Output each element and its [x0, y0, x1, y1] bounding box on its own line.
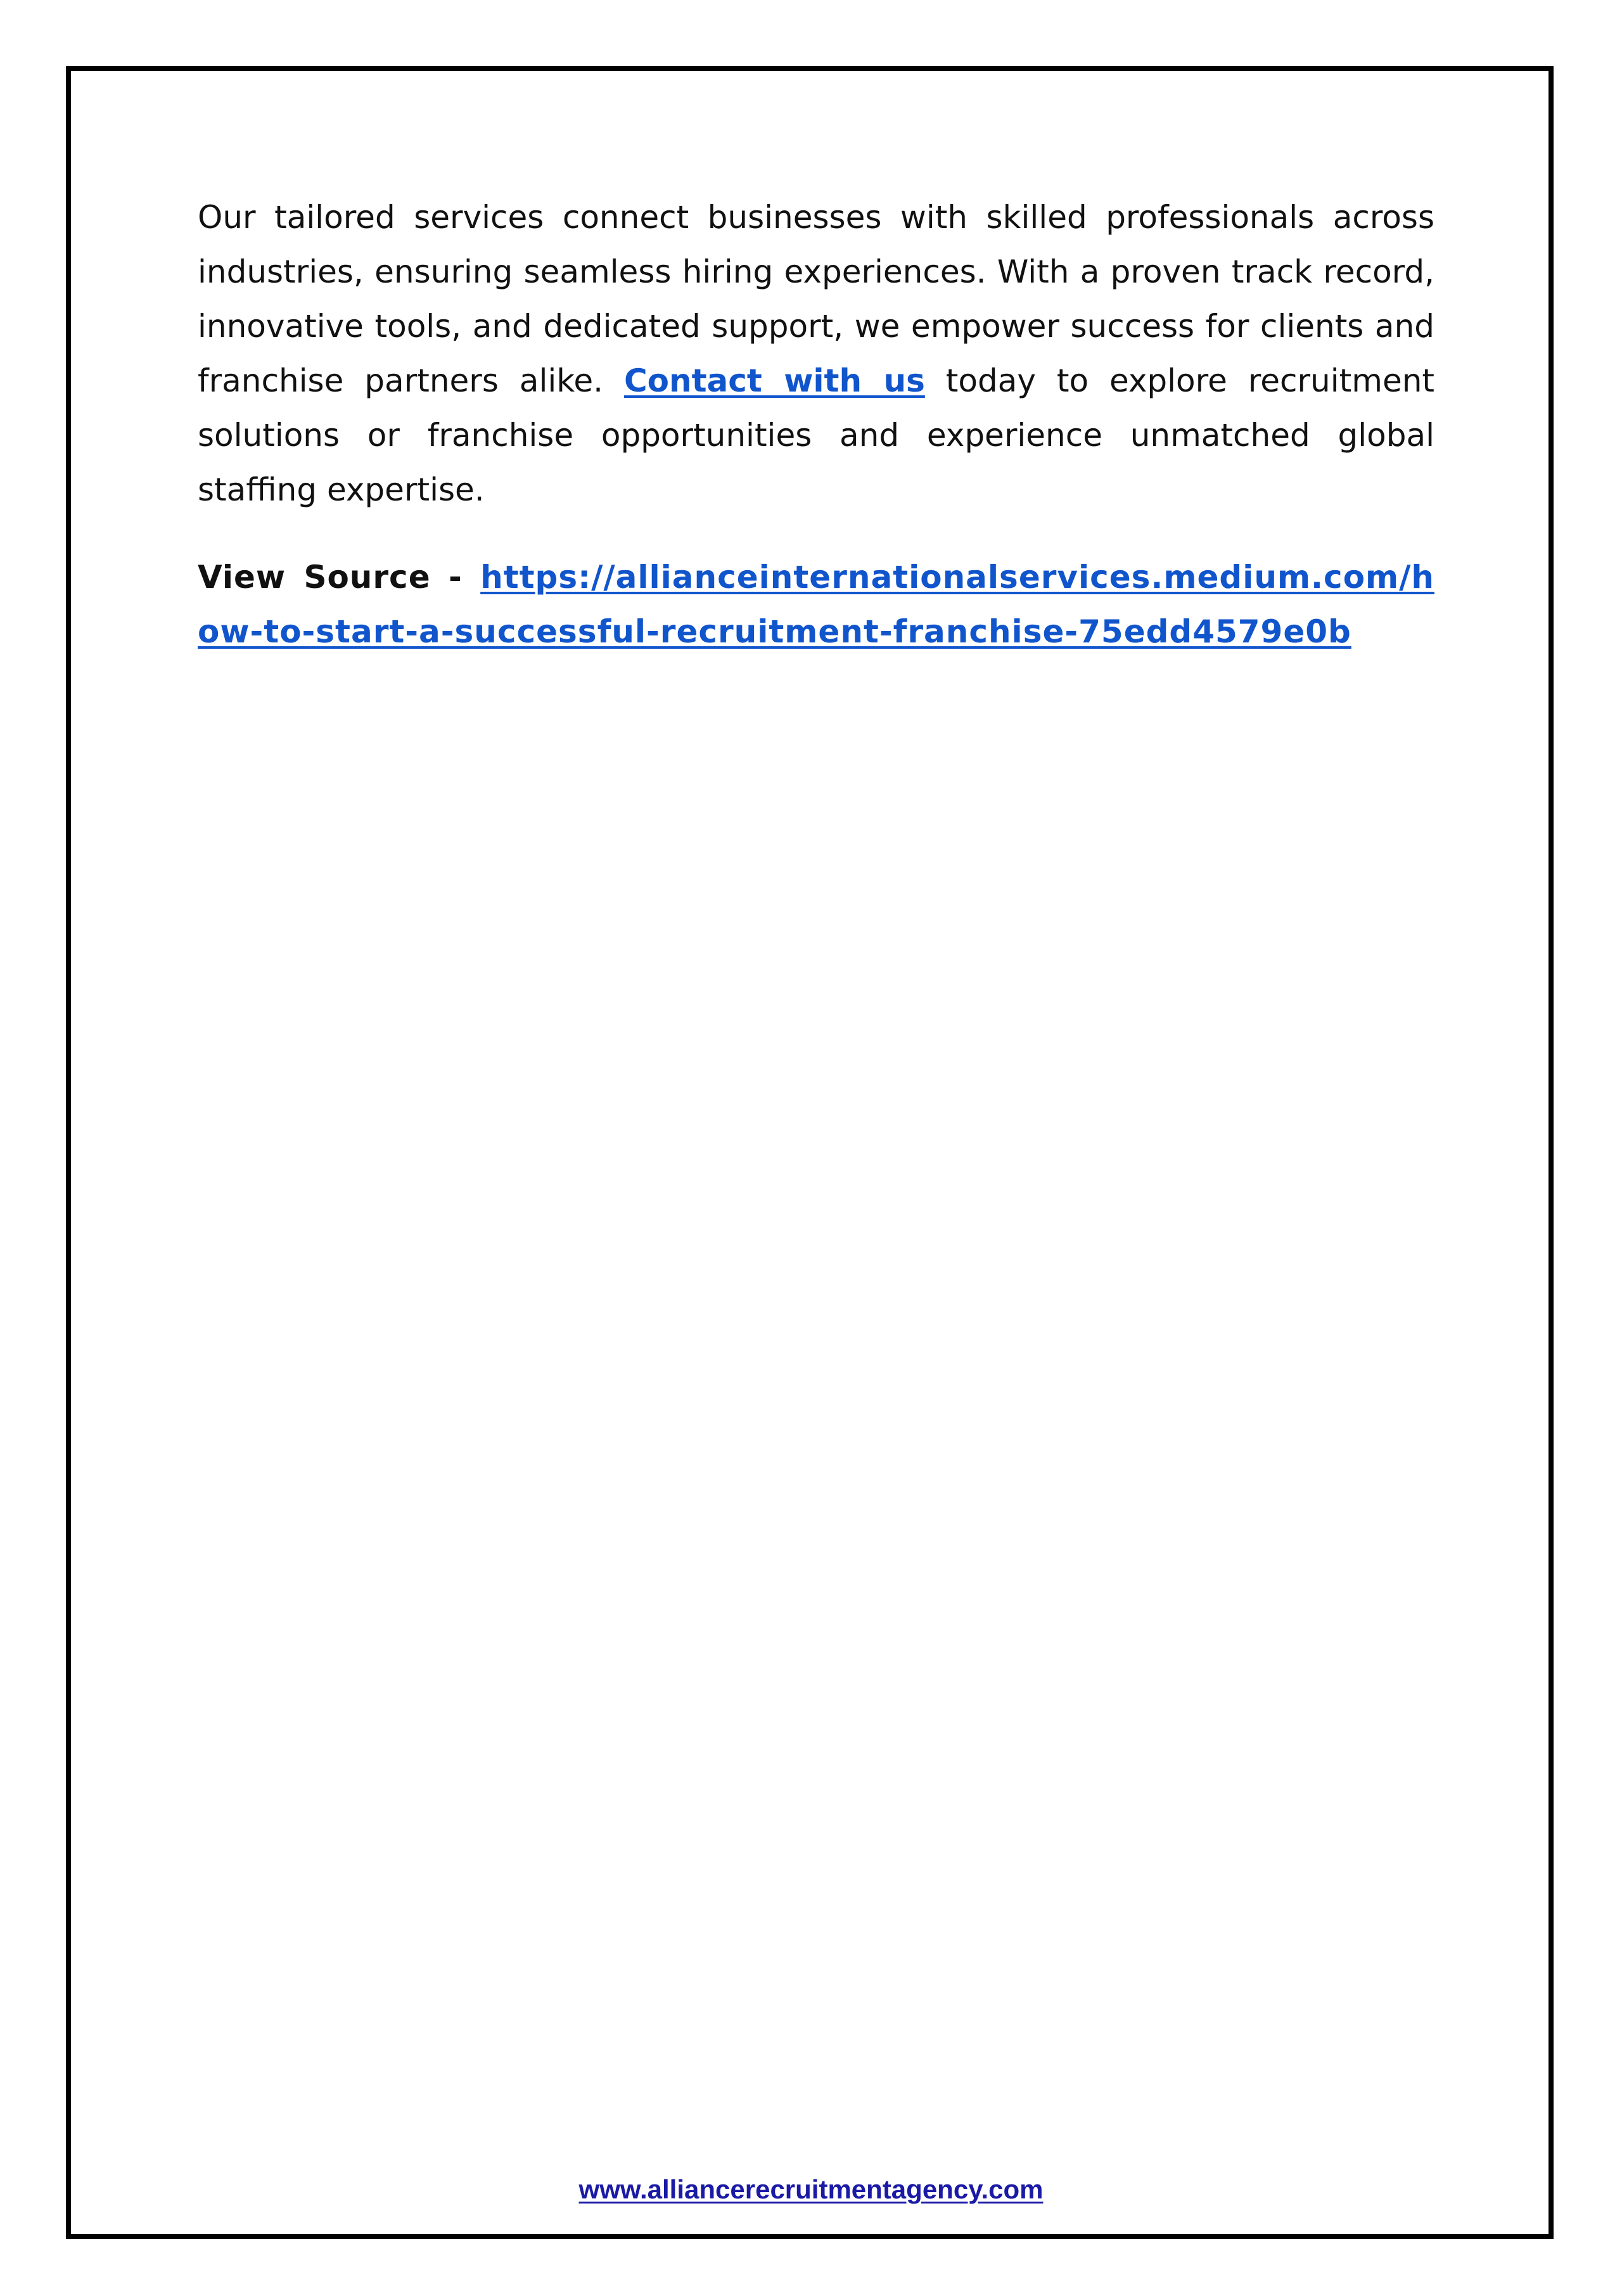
source-label: View Source -: [198, 559, 481, 596]
body-paragraph: [198, 190, 1434, 517]
paragraph-text-start: Our tailored services connect businesses with skilled professionals across industries, ensuring seamless hiring experiences. With a proven track record, innovative tools, and dedicated support, we empower success for clients and franchise partners alike.: [198, 199, 1434, 399]
contact-link[interactable]: Contact with us: [623, 362, 925, 399]
paragraph-text-end: today to explore recruitment solutions or franchise opportunities and experience unmatched global staffing expertise.: [198, 362, 1434, 508]
document-content: [198, 190, 1434, 659]
source-link[interactable]: https://allianceinternationalservices.medium.com/how-to-start-a-successful-recruitment-franchise-75edd4579e0b: [198, 559, 1434, 650]
footer: [0, 2174, 1622, 2205]
footer-website-link[interactable]: www.alliancerecruitmentagency.com: [578, 2174, 1044, 2204]
source-paragraph: [198, 550, 1434, 659]
